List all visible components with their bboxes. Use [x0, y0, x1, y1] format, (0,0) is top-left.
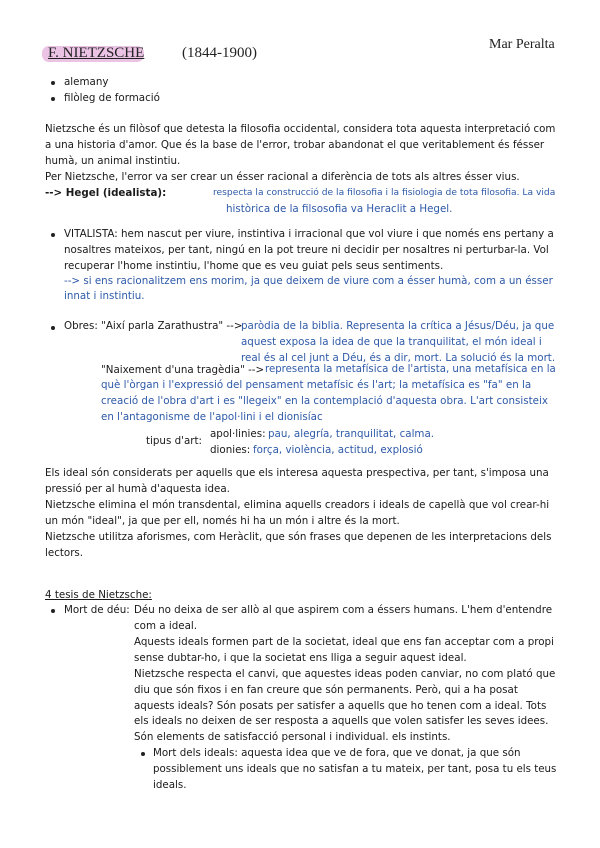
paragraph-line: Nietzsche és un filòsof que detesta la filosofia occidental, considera tota aquesta interpretació com — [45, 123, 556, 135]
zarathustra-line: real és al cel junt a Déu, és a dir, mort. La solució és la mort. — [241, 352, 556, 364]
vitalista-line: recuperar l'home instintiu, l'home que es veu guiat pels seus sentiments. — [64, 260, 444, 272]
hegel-line: històrica de la filsosofia va Heraclit a Hegel. — [226, 203, 453, 215]
tragedia-line: en l'antagonisme de l'apol·lini i el dionisíac — [101, 411, 323, 423]
tragedia-line: representa la metafísica de l'artista, una metafísica en la — [265, 364, 556, 375]
zarathustra-line: aquest exposa la idea de que la tranquilitat, el món ideal i — [241, 336, 542, 348]
tesis-line: Déu no deixa de ser allò al que aspirem com a éssers humans. L'hem d'entendre — [134, 604, 553, 616]
bullet-icon — [51, 326, 55, 330]
sub-item-line: Mort dels ideals: aquesta idea que ve de fora, que ve donat, ja que són — [153, 747, 521, 759]
page-title: F. NIETZSCHE — [48, 45, 145, 61]
paragraph-line: Nietzsche elimina el món transdental, elimina aquells creadors i ideals de capellà que vol crear-hi — [45, 499, 550, 511]
dionies-label: dionies: — [210, 444, 251, 456]
bullet-icon — [51, 81, 55, 85]
tragedia-label: "Naixement d'una tragèdia" --> — [101, 364, 265, 376]
tesis-line: Són elements de satisfacció personal i individual. els instints. — [134, 731, 451, 743]
tesis-line: els ideals no deixen de ser resposta a aquells que volen satisfer les seves idees. — [134, 715, 549, 727]
tesis-line: Nietzsche respecta el canvi, que aquestes ideas poden canviar, no com plató que — [134, 668, 556, 680]
tragedia-line: què l'òrgan i l'expressió del pensament metafísic és l'art; la metafísica es "fa" en la — [101, 379, 532, 391]
tragedia-line: creació de l'obra d'art i es "llegeix" en la contemplació d'aquesta obra. L'art consisteix — [101, 395, 548, 407]
dionies-value: força, violència, actitud, explosió — [253, 444, 423, 456]
sub-item-line: possiblement uns ideals que no satisfan a tu mateix, per tant, posa tu els teus — [153, 763, 557, 775]
vitalista-line: VITALISTA: hem nascut per viure, instintiva i irracional que vol viure i que només ens pertany a — [64, 228, 554, 240]
apolinies-label: apol·linies: — [210, 428, 266, 440]
tesis-line: diu que són fixos i en fan creure que són permanents. Però, qui a ha posat — [134, 684, 518, 696]
tesis-item-label: Mort de déu: — [64, 604, 130, 616]
list-item: alemany — [64, 76, 109, 88]
tesis-line: com a ideal. — [134, 620, 198, 632]
hegel-label: --> Hegel (idealista): — [45, 187, 167, 199]
bullet-icon — [51, 233, 55, 237]
paragraph-line: Els ideal són considerats per aquells que els interesa aquesta prespectiva, per tant, s'imposa una — [45, 467, 549, 479]
bullet-icon — [51, 609, 55, 613]
vitalista-note: --> si ens racionalitzem ens morim, ja que deixem de viure com a ésser humà, com a un ésser — [64, 275, 553, 287]
paragraph-line: humà, un animal instintiu. — [45, 155, 181, 167]
tesis-line: Aquests ideals formen part de la societat, ideal que ens fan acceptar com a propi — [134, 636, 554, 648]
sub-item-line: ideals. — [153, 779, 187, 791]
vitalista-line: nosaltres mateixos, per tant, ningú en la pot treure ni decidir per nosaltres ni perturbar-la. Vol — [64, 244, 549, 256]
paragraph-line: a una historia d'amor. Que és la base de l'error, trobar abandonat el que veritablement és fésser — [45, 139, 545, 151]
bullet-icon — [141, 752, 145, 756]
bullet-icon — [51, 97, 55, 101]
apolinies-value: pau, alegría, tranquilitat, calma. — [268, 428, 435, 440]
hegel-line: respecta la construcció de la filosofia i la fisiologia de tota filosofia. La vida — [213, 188, 556, 198]
tesis-line: sense dubtar-ho, i que la societat ens lliga a seguir aquest ideal. — [134, 652, 467, 664]
tipus-art-label: tipus d'art: — [146, 435, 203, 447]
paragraph-line: pressió per al humà d'aquesta idea. — [45, 483, 230, 495]
list-item: filòleg de formació — [64, 92, 160, 104]
vitalista-note: innat i instintiu. — [64, 290, 145, 302]
life-dates: (1844-1900) — [182, 45, 257, 61]
author-name: Mar Peralta — [489, 37, 555, 52]
section-heading: 4 tesis de Nietzsche: — [45, 589, 152, 601]
paragraph-line: Per Nietzsche, l'error va ser crear un ésser racional a diferència de tots als altres ésser vius. — [45, 171, 520, 183]
obres-label: Obres: "Així parla Zarathustra" --> — [64, 320, 243, 332]
paragraph-line: un món "ideal", ja que per ell, només hi ha un món i altre és la mort. — [45, 515, 400, 527]
paragraph-line: lectors. — [45, 547, 84, 559]
paragraph-line: Nietzsche utilitza aforismes, com Heràclit, que són frases que depenen de les interpretacions dels — [45, 531, 552, 543]
zarathustra-line: paròdia de la biblia. Representa la crítica a Jésus/Déu, ja que — [241, 320, 555, 332]
tesis-line: aquests ideals? Són posats per satisfer a aquells que ho tenen com a ideal. Tots — [134, 700, 547, 712]
